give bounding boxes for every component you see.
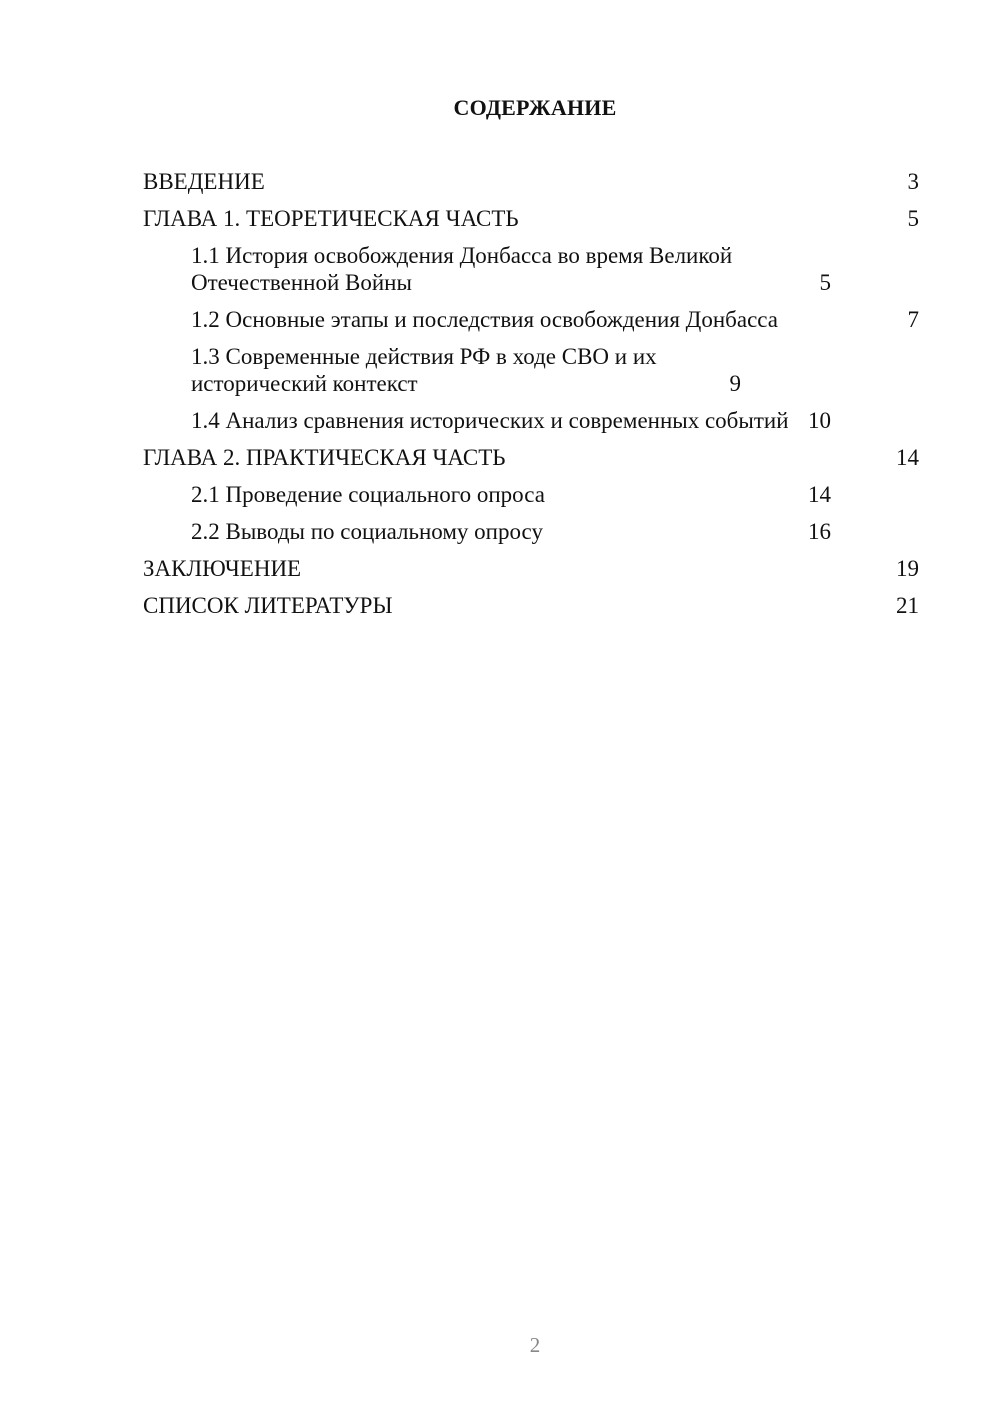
toc-entry-page: 19 <box>896 556 919 581</box>
toc-entry-section-1-2 <box>143 306 919 333</box>
toc-entry-page: 10 <box>808 408 831 433</box>
toc-entry-label: ЗАКЛЮЧЕНИЕ <box>143 556 302 581</box>
toc-title: СОДЕРЖАНИЕ <box>453 95 617 120</box>
toc-entry-section-1-3 <box>143 343 919 397</box>
page-number: 2 <box>529 1333 541 1357</box>
toc-entry-page: 21 <box>896 593 919 618</box>
toc-entry-page: 3 <box>907 169 919 194</box>
toc-entry-page: 7 <box>907 307 919 332</box>
toc-entry-conclusion <box>143 555 919 582</box>
toc-entry-label: ГЛАВА 2. ПРАКТИЧЕСКАЯ ЧАСТЬ <box>143 445 506 470</box>
toc-entry-chapter-1 <box>143 205 919 232</box>
toc-entry-label: 1.4 Анализ сравнения исторических и современных событий <box>191 408 789 433</box>
toc-entry-page: 14 <box>896 445 919 470</box>
toc-entry-label: 2.2 Выводы по социальному опросу <box>191 519 543 544</box>
toc-entry-section-2-2 <box>143 518 919 545</box>
toc-entry-page: 5 <box>907 206 919 231</box>
toc-entry-label: 1.2 Основные этапы и последствия освобождения Донбасса <box>191 307 778 332</box>
toc-entry-chapter-2 <box>143 444 919 471</box>
toc-entry-label: ВВЕДЕНИЕ <box>143 169 265 194</box>
toc-entry-page: 14 <box>808 482 831 507</box>
toc-entry-page: 16 <box>808 519 831 544</box>
toc-entry-label: ГЛАВА 1. ТЕОРЕТИЧЕСКАЯ ЧАСТЬ <box>143 206 519 231</box>
toc-entry-label: 1.1 История освобождения Донбасса во время Великой Отечественной Войны <box>191 243 733 295</box>
table-of-contents <box>143 168 919 629</box>
toc-entry-label: 2.1 Проведение социального опроса <box>191 482 545 507</box>
toc-entry-introduction <box>143 168 919 195</box>
toc-entry-page: 9 <box>729 371 741 396</box>
toc-entry-section-2-1 <box>143 481 919 508</box>
toc-entry-label: СПИСОК ЛИТЕРАТУРЫ <box>143 593 393 618</box>
toc-entry-label: 1.3 Современные действия РФ в ходе СВО и их исторический контекст <box>191 344 657 396</box>
toc-entry-page: 5 <box>819 270 831 295</box>
toc-entry-section-1-4 <box>143 407 919 434</box>
toc-entry-references <box>143 592 919 619</box>
toc-entry-section-1-1 <box>143 242 919 296</box>
